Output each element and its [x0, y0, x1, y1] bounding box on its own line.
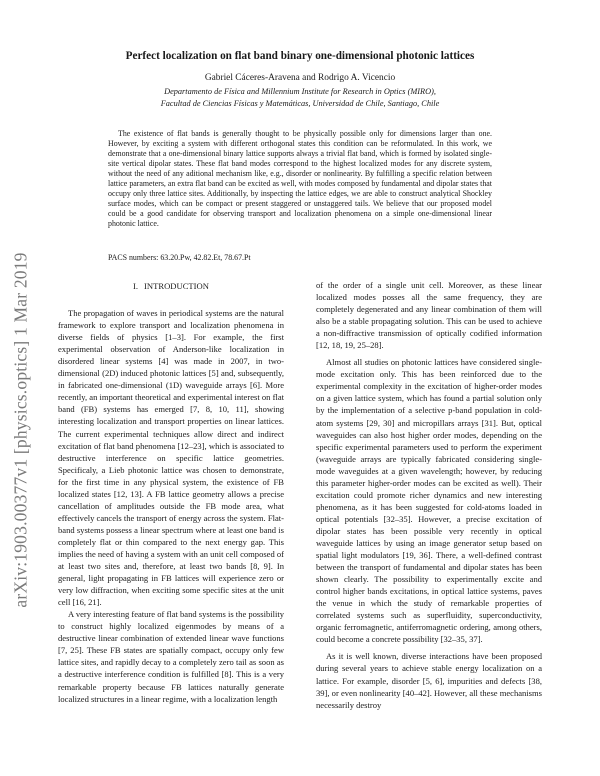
abstract: The existence of flat bands is generally thought to be physically possible only for dimensions larger than one. However, by exciting a system with different orthogonal states this condition can be reformulated. In this work, we demonstrate that a one-dimensional binary lattice supports always a trivial flat band, which is formed by isolated single-site vertical dipolar states. These flat band modes correspond to the highest localized modes for any discrete system, without the need of any aditional mechanism like, e.g., disorder or nonlinearity. By fulfilling a specific relation between lattice parameters, an extra flat band can be excited as well, with modes composed by fundamental and dipolar states that occupy only three lattice sites. Additionally, by inspecting the lattice edges, we are able to construct analytical Shockley surface modes, which can be compact or present staggered or unstaggered tails. We believe that our proposed model could be a good candidate for observing transport and localization phenomena on a simple one-dimensional linear photonic lattice. — [108, 129, 492, 228]
pacs-numbers: PACS numbers: 63.20.Pw, 42.82.Et, 78.67.Pt — [108, 253, 251, 262]
affiliation-line-1: Departamento de Física and Millennium Institute for Research in Optics (MIRO), — [164, 87, 436, 96]
right-column — [316, 279, 542, 711]
affiliation-line-2: Facultad de Ciencias Físicas y Matemáticas, Universidad de Chile, Santiago, Chile — [160, 98, 440, 108]
body-paragraph: Almost all studies on photonic lattices have considered single-mode excitation only. This has been reinforced due to the experimental complexity in the excitation of higher-order modes on a given lattice system, which has found a partial solution only by the implementation of a selective p-band population in cold-atom systems [29, 30] and micropillars arrays [31]. But, optical waveguides can also host higher order modes, depending on the specific experimental parameters used to perform the experiment (waveguide arrays are typically fabricated considering single-mode waveguides at a given wavelength; however, by reducing this parameter higher-order modes can be excited as well). Their excitation could promote richer dynamics and new interesting phenomena, as it has been suggested for cold-atoms loaded in optical potentials [32–35]. However, a precise excitation of dipolar states has been possible very recently in optical waveguide lattices by using an image generator setup based on spatial light modulators [19, 36]. There, a well-defined contrast between the transport of fundamental and dipolar states has been shown clearly. The possibility to experimentally excite and control higher bands excitations, in optical lattice systems, paves the venue in which the study of remarkable properties of correlated systems such as superfluidity, superconductivity, organic ferromagnetic, antiferromagnetic ordering, among others, could become a concrete possibility [32–35, 37]. — [316, 357, 542, 645]
arxiv-identifier: arXiv:1903.00377v1 [physics.optics] 1 Mar 2019 — [10, 252, 31, 608]
body-paragraph: The propagation of waves in periodical systems are the natural framework to explore transport and localization phenomena in diverse fields of physics [1–3]. For example, the first experimental observation of Anderson-like localization in disordered linear systems [4] was made in 2007, in two-dimensional (2D) induced photonic lattices [5] and, subsequently, in fabricated one-dimensional (1D) waveguide arrays [6]. More recently, an important theoretical and experimental interest on flat band (FB) systems has emerged [7, 8, 10, 11], showing interesting localization and transport properties on linear lattices. The current experimental techniques allow direct and indirect excitation of flat band phenomena [12–23], which is associated to destructive interference on specific lattice geometries. Specificaly, a Lieb photonic lattice was chosen to demonstrate, for the first time in any physical system, the existence of FB localized states [12, 13]. A FB lattice geometry allows a precise cancellation of amplitudes outside the FB mode area, what effectively cancels the transport of energy across the system. Flat-band systems possess a linear spectrum where at least one band is completely flat or thin compared to the next energy gap. This implies the need of having a system with an unit cell composed of at least two sites and, therefore, at least two bands [8, 9]. In general, light propagating in FB lattices will experience zero or very low diffraction, when exciting some specific sites at the unit cell [16, 21]. — [58, 308, 284, 608]
body-paragraph: of the order of a single unit cell. Moreover, as these linear localized modes posses all the same frequency, they are completely degenerated and any linear combination of them will also be a stable propagating solution. This can be used to achieve a non-diffractive transmission of optically codified information [12, 18, 19, 25–28]. — [316, 280, 542, 351]
left-column — [58, 280, 284, 705]
section-number: I. — [133, 281, 139, 291]
affiliation — [60, 86, 540, 109]
paper-title: Perfect localization on flat band binary one-dimensional photonic lattices — [125, 50, 475, 62]
body-paragraph: As it is well known, diverse interactions have been proposed during several years to achieve stable energy localization on a lattice. For example, disorder [5, 6], impurities and defects [38, 39], or even nonlinearity [40–42]. However, all these mechanisms necessarily destroy — [316, 651, 542, 710]
section-heading — [58, 280, 284, 292]
section-title: INTRODUCTION — [144, 281, 209, 291]
author-list: Gabriel Cáceres-Aravena and Rodrigo A. Vicencio — [204, 73, 396, 83]
arxiv-identifier-sidebar — [4, 240, 38, 620]
body-paragraph: A very interesting feature of flat band systems is the possibility to construct highly localized eigenmodes by means of a destructive linear combination of extended linear wave functions [7, 25]. These FB states are spatially compact, occupy only few lattice sites, and rapidly decay to a completely zero tail as soon as a destructive interference condition is fulfilled [8]. This is a very remarkable property because FB lattices naturally generate localized structures in a linear regime, with a localization length — [58, 609, 285, 704]
